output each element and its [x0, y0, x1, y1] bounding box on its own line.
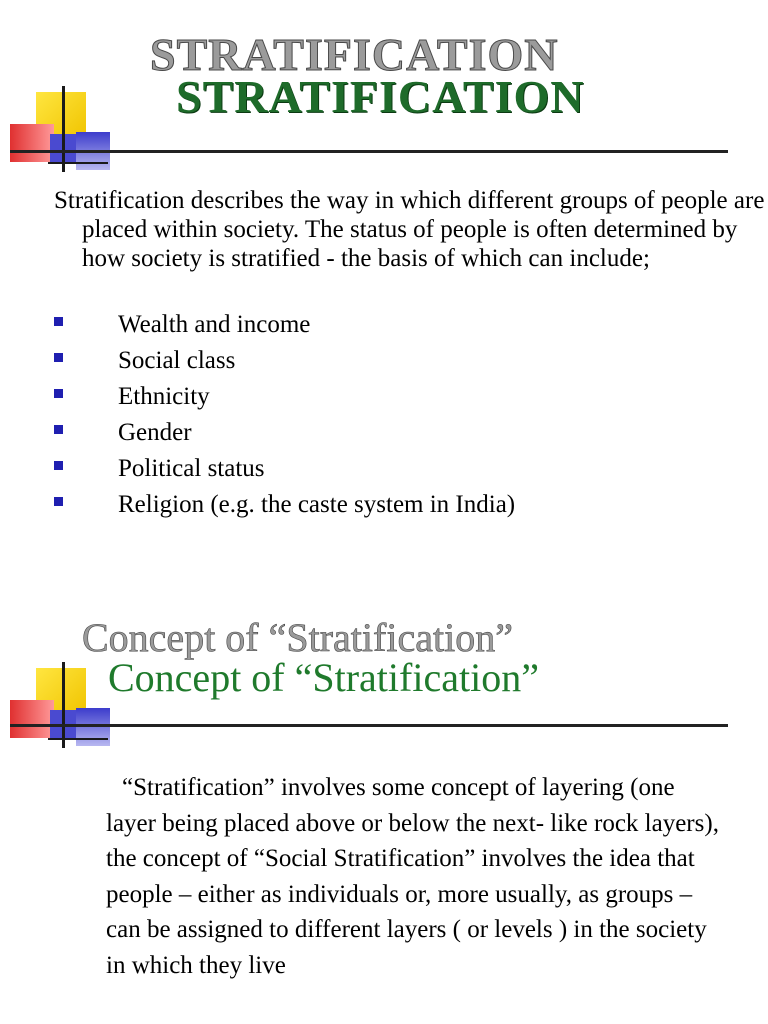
logo-vertical-line [62, 86, 65, 172]
logo-red-square [10, 124, 54, 162]
square-bullet-icon [54, 497, 63, 506]
slide-logo-graphic [10, 92, 110, 172]
logo-vertical-line [62, 662, 65, 748]
logo-lavender-square [76, 708, 110, 746]
list-item: Religion (e.g. the caste system in India) [54, 490, 515, 526]
list-item: Social class [54, 346, 515, 382]
logo-horizontal-line [48, 738, 108, 740]
slide-title: Concept of “Stratification” [108, 655, 539, 700]
intro-paragraph: Stratification describes the way in which different groups of people are placed within society. The status of people is often determined by how society is stratified - the basis of which can include; [54, 187, 765, 272]
title-divider [10, 724, 728, 727]
list-item: Political status [54, 454, 515, 490]
logo-red-square [10, 700, 54, 738]
square-bullet-icon [54, 353, 63, 362]
square-bullet-icon [54, 425, 63, 434]
title-divider [10, 150, 728, 153]
concept-paragraph: “Stratification” involves some concept of layering (one layer being placed above or below the next- like rock layers), the concept of “Social Stratification” involves the idea that people – either as individuals or, more usually, as groups – can be assigned to different layers ( or levels ) in the society in which they live [106, 774, 719, 979]
logo-horizontal-line [48, 162, 108, 164]
bullet-list [54, 310, 515, 526]
list-item: Gender [54, 418, 515, 454]
slide-title: STRATIFICATION [176, 71, 585, 122]
square-bullet-icon [54, 389, 63, 398]
square-bullet-icon [54, 461, 63, 470]
list-item: Wealth and income [54, 310, 515, 346]
slide-title-shadow: STRATIFICATION [150, 29, 559, 80]
square-bullet-icon [54, 317, 63, 326]
slide-title-shadow: Concept of “Stratification” [82, 615, 513, 660]
slide-concept-of-stratification [0, 600, 768, 1024]
slide-logo-graphic [10, 668, 110, 748]
list-item: Ethnicity [54, 382, 515, 418]
